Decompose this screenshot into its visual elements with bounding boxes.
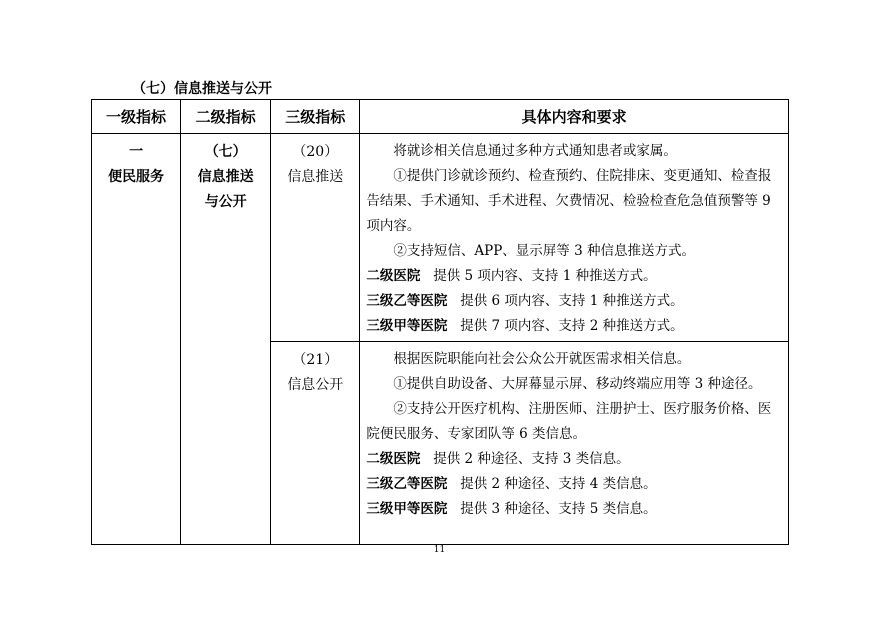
content-intro: 将就诊相关信息通过多种方式通知患者或家属。 <box>393 143 677 159</box>
level3-label: 信息公开 <box>287 377 344 393</box>
level2-number: （七） <box>204 144 247 160</box>
grade-text: 提供 3 种途径、支持 5 类信息。 <box>460 501 657 517</box>
grade-line <box>366 314 784 339</box>
header-content: 具体内容和要求 <box>360 100 789 134</box>
level3-number: （21） <box>292 352 339 368</box>
level3-cell <box>271 342 360 545</box>
level2-label-line1: 信息推送 <box>197 169 254 185</box>
section-title: （七）信息推送与公开 <box>132 81 272 97</box>
content-cell <box>360 342 789 545</box>
grade-label: 二级医院 <box>366 451 421 467</box>
level3-label: 信息推送 <box>287 169 344 185</box>
grade-text: 提供 5 项内容、支持 1 种推送方式。 <box>433 268 657 284</box>
level3-cell <box>271 134 360 342</box>
table-row <box>92 134 789 342</box>
content-item-1: ①提供自助设备、大屏幕显示屏、移动终端应用等 3 种途径。 <box>393 376 762 392</box>
grade-text: 提供 2 种途径、支持 3 类信息。 <box>433 451 630 467</box>
grade-label: 二级医院 <box>366 268 421 284</box>
grade-line <box>366 289 784 314</box>
indicator-table <box>91 99 789 545</box>
grade-text: 提供 7 项内容、支持 2 种推送方式。 <box>460 318 684 334</box>
level1-cell <box>92 134 181 545</box>
grade-label: 三级甲等医院 <box>366 501 448 517</box>
level2-label-line2: 与公开 <box>204 194 247 210</box>
grade-label: 三级甲等医院 <box>366 318 448 334</box>
level2-cell <box>181 134 271 545</box>
grade-label: 三级乙等医院 <box>366 293 448 309</box>
header-level2: 二级指标 <box>181 100 271 134</box>
grade-line <box>366 497 784 522</box>
content-item-1: ①提供门诊就诊预约、检查预约、住院排床、变更通知、检查报告结果、手术通知、手术进程、欠费情况、检验检查危急值预警等 9 项内容。 <box>366 168 772 234</box>
content-cell <box>360 134 789 342</box>
page-number: 11 <box>433 545 446 555</box>
grade-text: 提供 6 项内容、支持 1 种推送方式。 <box>460 293 684 309</box>
content-item-2: ②支持短信、APP、显示屏等 3 种信息推送方式。 <box>393 243 695 259</box>
header-level3: 三级指标 <box>271 100 360 134</box>
grade-line <box>366 447 784 472</box>
level3-number: （20） <box>292 144 339 160</box>
grade-line <box>366 264 784 289</box>
content-intro: 根据医院职能向社会公众公开就医需求相关信息。 <box>393 351 691 367</box>
grade-label: 三级乙等医院 <box>366 476 448 492</box>
grade-text: 提供 2 种途径、支持 4 类信息。 <box>460 476 657 492</box>
table-header-row <box>92 100 789 134</box>
header-level1: 一级指标 <box>92 100 181 134</box>
grade-line <box>366 472 784 497</box>
level1-label: 便民服务 <box>108 169 165 185</box>
content-item-2: ②支持公开医疗机构、注册医师、注册护士、医疗服务价格、医院便民服务、专家团队等 6 类信息。 <box>366 401 772 442</box>
level1-number: 一 <box>129 144 144 160</box>
